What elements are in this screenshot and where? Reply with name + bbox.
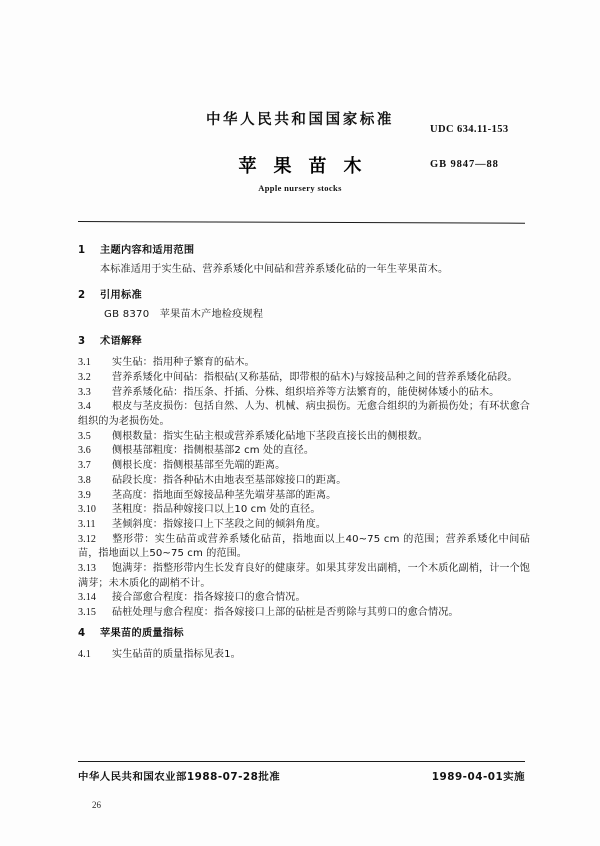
document-body bbox=[78, 244, 530, 663]
term-text: 根皮与茎皮损伤：包括自然、人为、机械、病虫损伤。无愈合组织的为新损伤处；有环状愈合组织的为老损伤处。 bbox=[78, 401, 530, 427]
term-number: 3.8 bbox=[78, 474, 91, 486]
term-number: 3.13 bbox=[78, 563, 97, 575]
section-number: 1 bbox=[78, 245, 86, 256]
term-text: 营养系矮化中间砧：指根砧(又称基砧，即带根的砧木)与嫁接品种之间的营养系矮化砧段。 bbox=[112, 371, 518, 383]
term-number: 3.2 bbox=[78, 371, 91, 383]
page-number: 26 bbox=[92, 800, 101, 810]
term-number: 3.12 bbox=[78, 533, 97, 545]
term-item bbox=[78, 533, 530, 562]
header-divider bbox=[78, 221, 525, 224]
quality-item bbox=[78, 648, 530, 663]
term-number: 3.11 bbox=[78, 518, 96, 530]
section-heading-1 bbox=[78, 244, 530, 259]
section-number: 4 bbox=[78, 627, 86, 639]
section-title: 术语解释 bbox=[100, 335, 142, 347]
term-item bbox=[78, 386, 530, 401]
term-number: 3.9 bbox=[78, 489, 91, 501]
section-number: 3 bbox=[78, 335, 86, 347]
term-number: 3.14 bbox=[78, 592, 97, 604]
term-text: 茎高度：指地面至嫁接品种茎先端芽基部的距离。 bbox=[112, 489, 337, 501]
page-title: 苹果苗木 bbox=[238, 156, 379, 177]
approval-statement: 中华人民共和国农业部1988-07-28批准 bbox=[78, 771, 281, 783]
term-item bbox=[78, 489, 530, 504]
term-item bbox=[78, 356, 530, 371]
term-item bbox=[78, 518, 530, 533]
term-number: 3.15 bbox=[78, 607, 97, 619]
term-item bbox=[78, 606, 530, 621]
section-1-paragraph: 本标准适用于实生砧、营养系矮化中间砧和营养系矮化砧的一年生苹果苗木。 bbox=[100, 263, 449, 275]
term-item bbox=[78, 591, 530, 606]
implementation-date: 1989-04-01实施 bbox=[431, 771, 525, 783]
term-number: 3.3 bbox=[78, 386, 91, 398]
term-item bbox=[78, 444, 530, 459]
section-title: 苹果苗的质量指标 bbox=[100, 627, 184, 639]
term-number: 3.4 bbox=[78, 401, 91, 413]
national-standard-header: 中华人民共和国国家标准 bbox=[205, 112, 395, 128]
term-item bbox=[78, 459, 530, 474]
term-text: 实生砧：指用种子繁育的砧木。 bbox=[112, 357, 255, 369]
term-text: 侧根基部粗度：指侧根基部2 cm 处的直径。 bbox=[112, 445, 315, 457]
footer-divider bbox=[78, 761, 525, 762]
term-text: 砧段长度：指各种砧木由地表至基部嫁接口的距离。 bbox=[112, 474, 347, 486]
udc-code: UDC 634.11-153 bbox=[430, 124, 509, 135]
section-heading-4 bbox=[78, 627, 530, 642]
term-number: 3.1 bbox=[78, 357, 91, 369]
section-number: 2 bbox=[78, 290, 86, 302]
section-title: 引用标准 bbox=[100, 290, 142, 302]
term-item bbox=[78, 562, 530, 591]
term-item bbox=[78, 430, 530, 445]
section-heading-3 bbox=[78, 335, 530, 350]
term-text: 茎粗度：指品种嫁接口以上10 cm 处的直径。 bbox=[112, 504, 321, 516]
term-text: 饱满芽：指整形带内生长发育良好的健康芽。如果其芽发出副梢，一个木质化副梢，计一个饱满芽；未木质化的副梢不计。 bbox=[78, 563, 530, 589]
quality-text: 实生砧苗的质量指标见表1。 bbox=[112, 649, 241, 661]
referenced-standard: GB 8370 苹果苗木产地检疫规程 bbox=[104, 308, 264, 320]
term-item bbox=[78, 371, 530, 386]
term-text: 侧根长度：指侧根基部至先端的距离。 bbox=[112, 460, 286, 472]
term-item bbox=[78, 400, 530, 429]
term-text: 砧桩处理与愈合程度：指各嫁接口上部的砧桩是否剪除与其剪口的愈合情况。 bbox=[112, 607, 459, 619]
term-item bbox=[78, 474, 530, 489]
term-number: 3.10 bbox=[78, 504, 97, 516]
term-item bbox=[78, 503, 530, 518]
term-text: 茎倾斜度：指嫁接口上下茎段之间的倾斜角度。 bbox=[112, 518, 327, 530]
term-number: 3.6 bbox=[78, 445, 91, 457]
term-text: 侧根数量：指实生砧主根或营养系矮化砧地下茎段直接长出的侧根数。 bbox=[112, 430, 429, 442]
term-text: 营养系矮化砧：指压条、扦插、分株、组织培养等方法繁育的，能使树体矮小的砧木。 bbox=[112, 386, 500, 398]
standard-number: GB 9847—88 bbox=[430, 159, 499, 170]
section-heading-2 bbox=[78, 289, 530, 304]
section-title: 主题内容和适用范围 bbox=[100, 245, 195, 256]
term-text: 整形带：实生砧苗或营养系矮化砧苗，指地面以上40~75 cm 的范围；营养系矮化中间砧苗，指地面以上50~75 cm 的范围。 bbox=[78, 533, 530, 560]
term-text: 接合部愈合程度：指各嫁接口的愈合情况。 bbox=[112, 592, 306, 604]
term-number: 3.7 bbox=[78, 460, 91, 472]
term-number: 3.5 bbox=[78, 430, 91, 442]
english-subtitle: Apple nursery stocks bbox=[258, 183, 342, 193]
quality-number: 4.1 bbox=[78, 649, 91, 661]
